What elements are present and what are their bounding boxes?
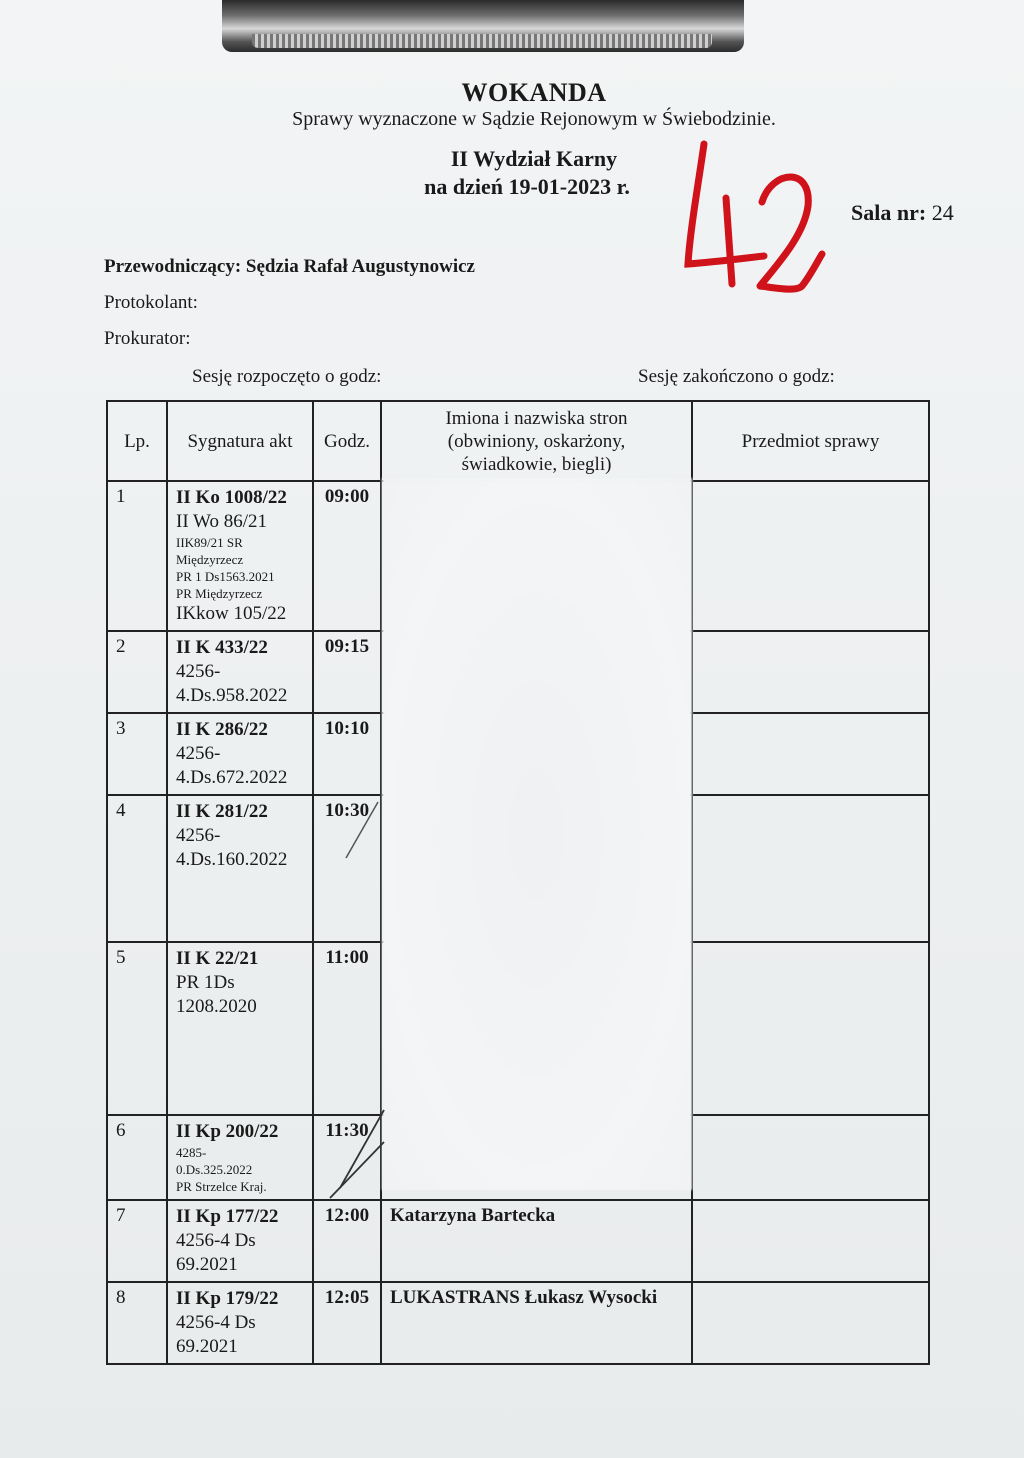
- table-row: [107, 1200, 929, 1282]
- signature-line: PR 1 Ds1563.2021: [176, 569, 275, 584]
- signature-line: Międzyrzecz: [176, 552, 244, 567]
- prosecutor-label: Prokurator:: [104, 328, 191, 349]
- document-title: WOKANDA: [461, 78, 607, 107]
- header-parties-line3: świadkowie, biegli): [461, 453, 612, 475]
- row-lp: 3: [107, 713, 167, 795]
- header-lp: Lp.: [107, 401, 167, 481]
- row-subject: [692, 631, 929, 713]
- signature-line: II Kp 177/22: [176, 1206, 279, 1227]
- presiding-judge: Przewodniczący: Sędzia Rafał Augustynowicz: [104, 256, 475, 277]
- row-subject: [692, 942, 929, 1115]
- signature-line: 0.Ds.325.2022: [176, 1162, 253, 1177]
- row-subject: [692, 713, 929, 795]
- row-signature: [167, 631, 313, 713]
- signature-line: 4256-: [176, 661, 221, 682]
- signature-line: PR Strzelce Kraj.: [176, 1179, 267, 1194]
- signature-line: II K 22/21: [176, 948, 259, 969]
- row-time: 12:05: [313, 1282, 381, 1364]
- row-signature: [167, 1115, 313, 1200]
- row-time: 12:00: [313, 1200, 381, 1282]
- signature-line: II K 433/22: [176, 637, 268, 658]
- header-subject: Przedmiot sprawy: [692, 401, 929, 481]
- row-subject: [692, 481, 929, 631]
- redacted-parties-area: [382, 478, 692, 1190]
- signature-line: 4285-: [176, 1145, 207, 1160]
- signature-line: II K 286/22: [176, 719, 268, 740]
- signature-line: IKkow 105/22: [176, 603, 287, 624]
- signature-line: PR 1Ds: [176, 972, 235, 993]
- room-number: [851, 200, 954, 226]
- signature-line: 69.2021: [176, 1254, 238, 1275]
- row-time: 11:00: [313, 942, 381, 1115]
- row-signature: [167, 942, 313, 1115]
- row-signature: [167, 1200, 313, 1282]
- room-label: Sala nr:: [851, 200, 927, 225]
- row-lp: 6: [107, 1115, 167, 1200]
- row-lp: 5: [107, 942, 167, 1115]
- row-time: 11:30: [313, 1115, 381, 1200]
- row-subject: [692, 795, 929, 942]
- signature-line: 4.Ds.672.2022: [176, 767, 288, 788]
- table-row: [107, 1282, 929, 1364]
- row-time: 09:15: [313, 631, 381, 713]
- signature-line: 4.Ds.160.2022: [176, 849, 288, 870]
- header-parties-line1: Imiona i nazwiska stron: [445, 407, 628, 429]
- hearing-date: na dzień 19-01-2023 r.: [424, 174, 630, 199]
- header-parties-line2: (obwiniony, oskarżony,: [447, 430, 626, 452]
- handwritten-number: [676, 136, 836, 306]
- signature-line: 4.Ds.958.2022: [176, 685, 288, 706]
- signature-line: 69.2021: [176, 1336, 238, 1357]
- signature-line: 4256-: [176, 825, 221, 846]
- row-subject: [692, 1115, 929, 1200]
- row-lp: 4: [107, 795, 167, 942]
- header-parties: [381, 401, 692, 481]
- row-lp: 2: [107, 631, 167, 713]
- row-time: 10:30: [313, 795, 381, 942]
- clerk-label: Protokolant:: [104, 292, 198, 313]
- clipboard-clip-teeth: [252, 34, 712, 48]
- row-signature: [167, 795, 313, 942]
- header-time: Godz.: [313, 401, 381, 481]
- signature-line: 4256-4 Ds: [176, 1312, 256, 1333]
- row-time: 09:00: [313, 481, 381, 631]
- row-subject: [692, 1282, 929, 1364]
- session-start-label: Sesję rozpoczęto o godz:: [192, 366, 382, 387]
- row-signature: [167, 1282, 313, 1364]
- document-subtitle: Sprawy wyznaczone w Sądzie Rejonowym w Świebodzinie.: [292, 108, 776, 130]
- signature-line: II Wo 86/21: [176, 511, 268, 532]
- signature-line: II Kp 200/22: [176, 1121, 279, 1142]
- row-parties: LUKASTRANS Łukasz Wysocki: [381, 1282, 692, 1364]
- row-lp: 1: [107, 481, 167, 631]
- row-signature: [167, 713, 313, 795]
- row-lp: 8: [107, 1282, 167, 1364]
- signature-line: PR Międzyrzecz: [176, 586, 263, 601]
- signature-line: IIK89/21 SR: [176, 535, 243, 550]
- row-signature: [167, 481, 313, 631]
- row-time: 10:10: [313, 713, 381, 795]
- session-end-label: Sesję zakończono o godz:: [638, 366, 835, 387]
- header-signature: Sygnatura akt: [167, 401, 313, 481]
- room-value: 24: [931, 200, 954, 225]
- signature-line: II K 281/22: [176, 801, 268, 822]
- signature-line: II Kp 179/22: [176, 1288, 279, 1309]
- signature-line: II Ko 1008/22: [176, 487, 287, 508]
- row-lp: 7: [107, 1200, 167, 1282]
- signature-line: 4256-: [176, 743, 221, 764]
- row-parties: Katarzyna Bartecka: [381, 1200, 692, 1282]
- signature-line: 4256-4 Ds: [176, 1230, 256, 1251]
- table-header-row: [107, 401, 929, 481]
- department-name: II Wydział Karny: [450, 146, 618, 171]
- row-subject: [692, 1200, 929, 1282]
- signature-line: 1208.2020: [176, 996, 257, 1017]
